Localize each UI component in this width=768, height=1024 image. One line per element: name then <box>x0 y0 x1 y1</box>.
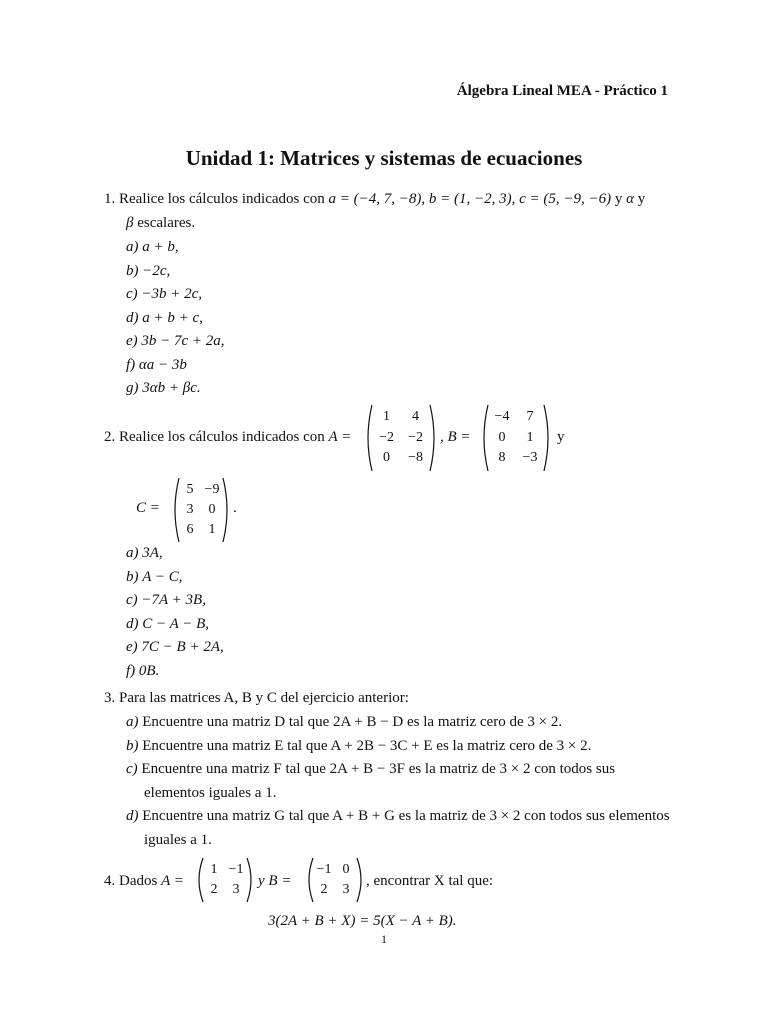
item-expression: −3b + 2c, <box>141 286 203 302</box>
right-parenthesis <box>357 858 361 902</box>
item-label: a) <box>126 714 139 730</box>
list-item <box>126 738 591 755</box>
item-label: b) <box>126 568 139 585</box>
exercise-number: 2. <box>104 429 116 445</box>
matrix-cell: 3 <box>186 502 194 517</box>
item-text: Encuentre una matriz D tal que 2A + B − D es la matriz cero de 3 × 2. <box>142 714 563 730</box>
list-item <box>126 286 202 303</box>
matrix-cell: 0 <box>498 429 506 445</box>
matrix-cell: 8 <box>498 450 506 466</box>
matrix-cell: 1 <box>210 862 218 877</box>
item-text: Encuentre una matriz E tal que A + 2B − 3C + E es la matriz cero de 3 × 2. <box>142 737 592 754</box>
exercise-number: 3. <box>104 690 116 706</box>
list-item <box>126 592 206 609</box>
item-expression: A − C, <box>142 568 183 585</box>
item-expression: 3A, <box>142 545 163 561</box>
matrix-a <box>365 404 437 472</box>
matrix-cell: −3 <box>522 450 538 466</box>
list-item <box>126 310 203 327</box>
item-expression: αa − 3b <box>138 356 187 373</box>
matrix-cell: 0 <box>342 862 350 877</box>
list-item <box>126 357 187 374</box>
item-label: b) <box>126 737 139 754</box>
item-expression: C − A − B, <box>142 615 210 632</box>
list-item <box>126 333 225 350</box>
list-item <box>126 616 209 633</box>
list-item <box>126 761 615 778</box>
item-label: d) <box>126 309 139 326</box>
exercise-1-statement-cont <box>126 215 195 232</box>
item-expression: a + b, <box>142 239 179 255</box>
matrix-cell: −2 <box>408 429 423 445</box>
matrix-cell: 5 <box>186 482 194 497</box>
list-item <box>126 639 224 656</box>
page-header: Álgebra Lineal MEA - Práctico 1 <box>456 83 668 99</box>
item-expression: 0B. <box>138 662 160 679</box>
item-label: f) <box>126 662 136 679</box>
page-number: 1 <box>381 932 387 946</box>
item-expression: 7C − B + 2A, <box>141 639 224 655</box>
vector-b: b = (1, −2, 3), <box>428 191 516 207</box>
item-label: g) <box>126 380 139 396</box>
matrix-cell: −2 <box>379 429 394 445</box>
matrix-cell: 3 <box>342 882 350 897</box>
statement-text: Para las matrices A, B y C del ejercicio anterior: <box>119 690 409 706</box>
item-label: a) <box>126 239 139 255</box>
right-parenthesis <box>544 405 548 471</box>
list-item <box>126 545 163 562</box>
item-label: a) <box>126 545 139 561</box>
statement-text: escalares. <box>137 215 196 231</box>
matrix-cell: 0 <box>208 502 216 517</box>
matrix-cell: −1 <box>228 862 244 877</box>
matrix-b <box>481 404 551 472</box>
item-continuation: iguales a 1. <box>144 831 212 848</box>
beta-symbol: β <box>126 215 134 231</box>
equation: 3(2A + B + X) = 5(X − A + B). <box>268 913 457 929</box>
right-parenthesis <box>223 478 227 542</box>
item-label: d) <box>126 808 139 824</box>
matrix-cell: 6 <box>186 522 194 537</box>
item-text: Encuentre una matriz G tal que A + B + G es la matriz de 3 × 2 con todos sus elementos <box>142 808 670 824</box>
item-text: Encuentre una matriz F tal que 2A + B − 3F es la matriz de 3 × 2 con todos sus <box>141 761 616 777</box>
matrix-c <box>172 477 230 543</box>
item-expression: 3αb + βc. <box>142 380 201 396</box>
list-item <box>126 808 670 825</box>
matrix-a <box>196 857 254 903</box>
matrix-cell: 1 <box>526 429 534 445</box>
item-label: f) <box>126 356 136 373</box>
matrix-cell: −9 <box>204 482 220 497</box>
matrix-cell: 7 <box>526 409 534 424</box>
item-expression: −7A + 3B, <box>141 592 206 608</box>
matrix-b <box>306 857 364 903</box>
matrix-cell: −4 <box>494 409 510 424</box>
matrix-cell: 2 <box>320 882 328 897</box>
exercise-number: 1. <box>104 191 116 207</box>
statement-text: , encontrar X tal que: <box>366 873 494 889</box>
list-item <box>126 714 562 731</box>
item-label: d) <box>126 615 139 632</box>
item-label: c) <box>126 592 138 608</box>
item-label: e) <box>126 639 138 655</box>
item-label: e) <box>126 333 138 349</box>
matrix-b-label: , B = <box>440 429 471 445</box>
vector-c: c = (5, −9, −6) <box>519 191 612 207</box>
item-expression: −2c, <box>142 262 171 279</box>
item-expression: a + b + c, <box>142 309 203 326</box>
exercise-4-statement <box>104 873 184 890</box>
vector-a: a = (−4, 7, −8), <box>328 191 426 207</box>
item-label: c) <box>126 761 138 777</box>
matrix-c-label: C = <box>136 500 160 516</box>
matrix-cell: 1 <box>383 409 390 424</box>
statement-text: Dados <box>119 873 158 889</box>
list-item <box>126 380 201 397</box>
page-title: Unidad 1: Matrices y sistemas de ecuaciones <box>185 146 583 170</box>
matrix-a-label: A = <box>161 873 184 889</box>
exercise-3-statement <box>104 690 409 707</box>
conjunction: y <box>557 429 565 445</box>
exercise-1-statement <box>104 191 645 208</box>
matrix-cell: −8 <box>408 450 423 466</box>
item-expression: 3b − 7c + 2a, <box>141 333 225 349</box>
matrix-cell: 1 <box>208 522 216 537</box>
matrix-cell: 2 <box>210 882 218 897</box>
matrix-c-end: . <box>233 500 237 516</box>
list-item <box>126 569 183 586</box>
matrix-cell: 4 <box>412 409 419 424</box>
alpha-symbol: α <box>626 191 635 207</box>
right-parenthesis <box>247 858 251 902</box>
list-item <box>126 263 170 280</box>
matrix-b-label: y B = <box>258 873 292 889</box>
exercise-2-statement <box>104 429 351 446</box>
statement-text: Realice los cálculos indicados con <box>119 191 325 207</box>
item-continuation: elementos iguales a 1. <box>144 784 277 801</box>
matrix-cell: 3 <box>232 882 240 897</box>
item-label: c) <box>126 286 138 302</box>
conjunction: y <box>637 191 646 207</box>
right-parenthesis <box>430 405 434 471</box>
list-item <box>126 239 179 256</box>
item-label: b) <box>126 262 139 279</box>
matrix-a-label: A = <box>328 429 352 445</box>
conjunction: y <box>614 191 623 207</box>
exercise-number: 4. <box>104 873 116 889</box>
statement-text: Realice los cálculos indicados con <box>119 429 325 445</box>
matrix-cell: 0 <box>383 450 390 466</box>
list-item <box>126 663 159 680</box>
matrix-cell: −1 <box>316 862 332 877</box>
